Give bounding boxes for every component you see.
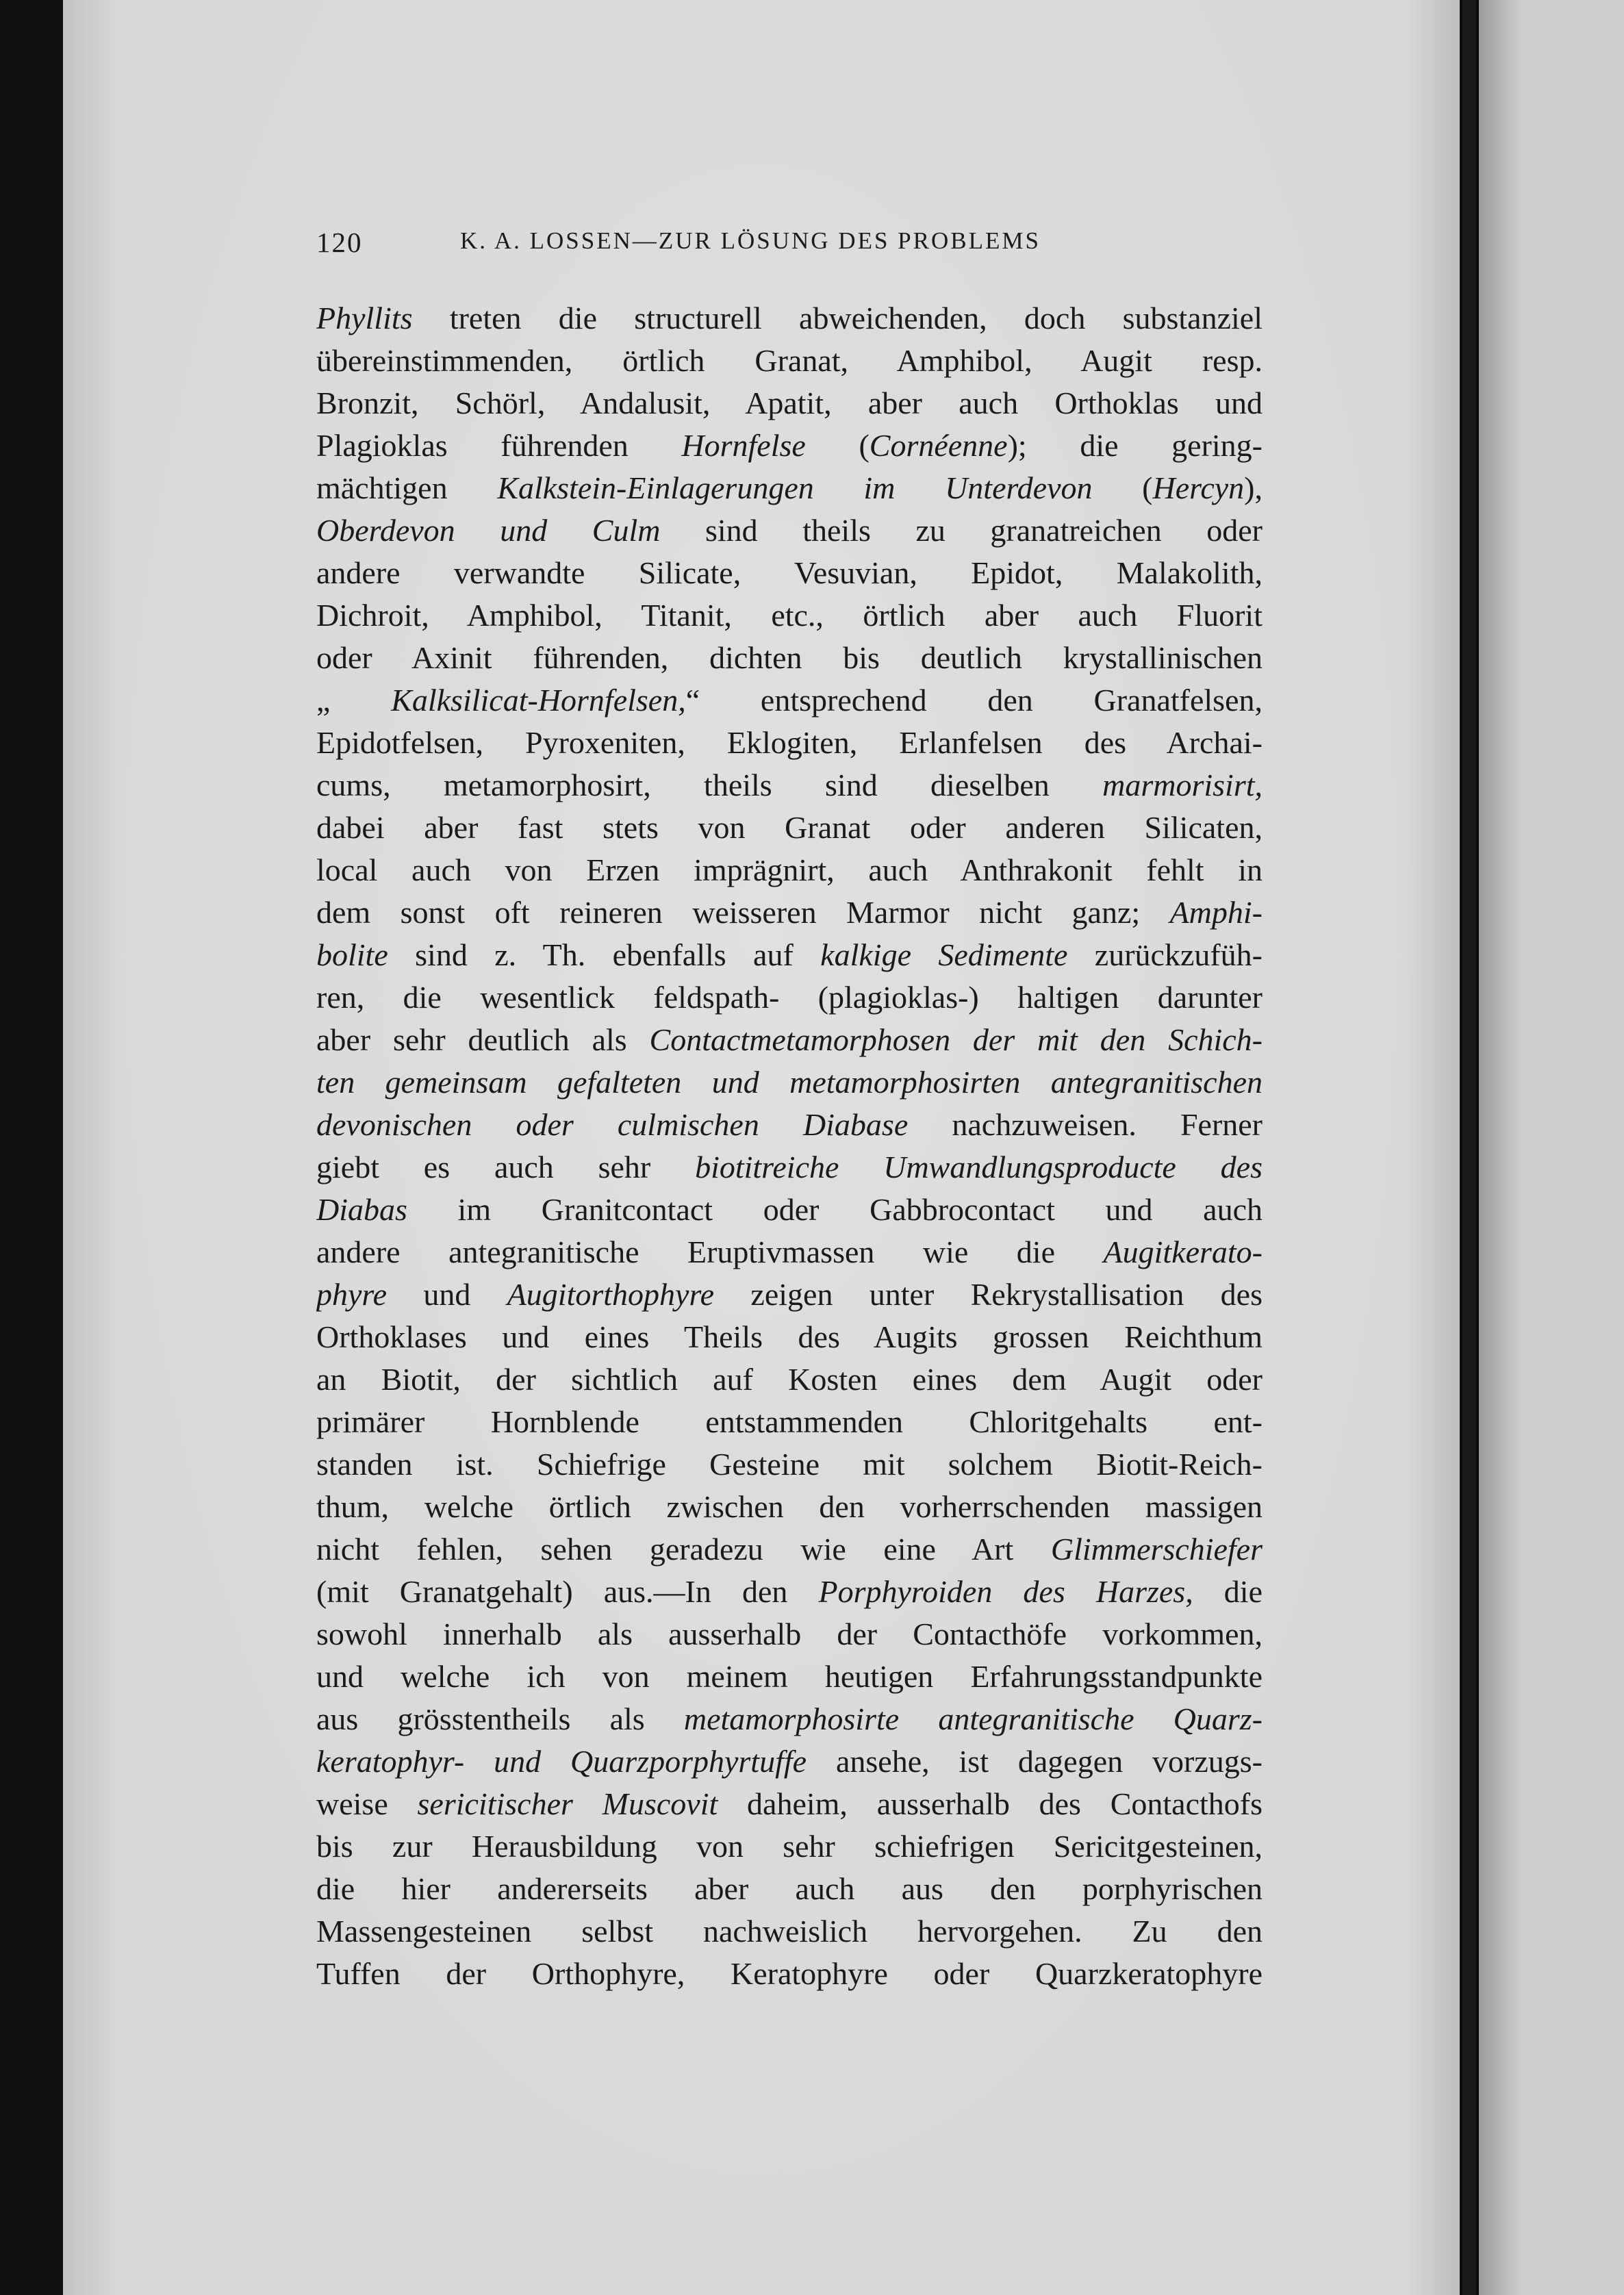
text-run: oder Axinit führenden, dichten bis deutlich krystallinischen: [316, 640, 1263, 675]
italic-term: Contactmetamorphosen der mit den Schich-: [649, 1022, 1263, 1057]
text-run: weise: [316, 1786, 418, 1821]
running-head: [316, 226, 1261, 267]
text-run: treten die structurell abweichenden, doch substanziel: [412, 301, 1263, 335]
italic-term: Diabas: [316, 1192, 407, 1227]
body-text: [316, 297, 1263, 1995]
text-line: [316, 1656, 1263, 1698]
text-line: [316, 1698, 1263, 1740]
text-line: [316, 1231, 1263, 1273]
italic-term: devonischen oder culmischen Diabase: [316, 1107, 909, 1142]
italic-term: Kalksilicat-Hornfelsen,: [391, 683, 686, 718]
text-line: [316, 1910, 1263, 1953]
text-line: [316, 1019, 1263, 1061]
text-run: ),: [1244, 470, 1263, 505]
text-run: andere antegranitische Eruptivmassen wie die: [316, 1234, 1104, 1269]
text-line: [316, 764, 1263, 807]
text-run: zeigen unter Rekrystallisation des: [714, 1277, 1263, 1312]
text-line: [316, 1358, 1263, 1401]
italic-term: bolite: [316, 937, 388, 972]
italic-term: ten gemeinsam gefalteten und metamorphosirten antegranitischen: [316, 1065, 1263, 1100]
text-run: bis zur Herausbildung von sehr schiefrigen Sericitgesteinen,: [316, 1829, 1263, 1864]
text-run: daheim, ausserhalb des Contacthofs: [718, 1786, 1263, 1821]
italic-term: keratophyr- und Quarzporphyrtuffe: [316, 1744, 807, 1779]
text-run: Massengesteinen selbst nachweislich hervorgehen. Zu den: [316, 1914, 1263, 1949]
italic-term: Porphyroiden des Harzes,: [818, 1574, 1193, 1609]
text-line: [316, 1613, 1263, 1656]
italic-term: Oberdevon und Culm: [316, 513, 661, 548]
text-run: im Granitcontact oder Gabbrocontact und auch: [407, 1192, 1263, 1227]
italic-term: Phyllits: [316, 301, 413, 335]
text-run: nicht fehlen, sehen geradezu wie eine Art: [316, 1532, 1051, 1567]
text-line: [316, 891, 1263, 934]
text-run: aus grösstentheils als: [316, 1701, 684, 1736]
text-line: [316, 382, 1263, 424]
text-run: ren, die wesentlick feldspath- (plagioklas-) haltigen darunter: [316, 980, 1263, 1015]
text-run: übereinstimmenden, örtlich Granat, Amphibol, Augit resp.: [316, 343, 1263, 378]
text-line: [316, 1061, 1263, 1104]
text-run: ansehe, ist dagegen vorzugs-: [807, 1744, 1263, 1779]
italic-term: Augitkerato-: [1103, 1234, 1263, 1269]
page-gutter-shadow: [1462, 0, 1476, 2295]
text-run: aber sehr deutlich als: [316, 1022, 650, 1057]
text-line: [316, 1146, 1263, 1189]
left-margin-edge: [0, 0, 63, 2295]
text-run: dabei aber fast stets von Granat oder anderen Silicaten,: [316, 810, 1263, 845]
text-run: und: [387, 1277, 507, 1312]
text-run: (: [1092, 470, 1153, 505]
text-line: [316, 1571, 1263, 1613]
italic-term: Hercyn: [1152, 470, 1245, 505]
text-run: cums, metamorphosirt, theils sind dieselben: [316, 768, 1103, 802]
text-line: [316, 1401, 1263, 1443]
text-run: die hier andererseits aber auch aus den porphyrischen: [316, 1871, 1263, 1906]
text-run: und welche ich von meinem heutigen Erfahrungsstandpunkte: [316, 1659, 1263, 1694]
italic-term: Amphi-: [1169, 895, 1263, 930]
text-run: an Biotit, der sichtlich auf Kosten eines dem Augit oder: [316, 1362, 1263, 1397]
text-run: Dichroit, Amphibol, Titanit, etc., örtlich aber auch Fluorit: [316, 598, 1263, 633]
text-run: „: [316, 683, 392, 718]
italic-term: metamorphosirte antegranitische Quarz-: [683, 1701, 1263, 1736]
text-run: andere verwandte Silicate, Vesuvian, Epidot, Malakolith,: [316, 555, 1263, 590]
italic-term: phyre: [316, 1277, 388, 1312]
italic-term: Augitorthophyre: [507, 1277, 715, 1312]
italic-term: Kalkstein-Einlagerungen im Unterdevon: [497, 470, 1093, 505]
running-head-title: K. A. LOSSEN—ZUR LÖSUNG DES PROBLEMS: [460, 227, 1041, 254]
text-run: Tuffen der Orthophyre, Keratophyre oder Quarzkeratophyre: [316, 1956, 1263, 1991]
text-run: (: [805, 428, 870, 463]
text-line: [316, 467, 1263, 509]
text-line: [316, 934, 1263, 976]
text-line: [316, 1189, 1263, 1231]
text-run: sind theils zu granatreichen oder: [660, 513, 1263, 548]
italic-term: marmorisirt,: [1102, 768, 1263, 802]
text-run: zurückzufüh-: [1067, 937, 1263, 972]
text-line: [316, 509, 1263, 552]
text-line: [316, 807, 1263, 849]
text-line: [316, 1443, 1263, 1486]
text-line: [316, 1316, 1263, 1358]
text-run: Plagioklas führenden: [316, 428, 682, 463]
text-run: thum, welche örtlich zwischen den vorherrschenden massigen: [316, 1489, 1263, 1524]
text-line: [316, 1825, 1263, 1868]
text-line: [316, 1273, 1263, 1316]
text-run: sowohl innerhalb als ausserhalb der Contacthöfe vorkommen,: [316, 1616, 1263, 1651]
adjacent-page-edge: [1479, 0, 1624, 2295]
text-line: [316, 1104, 1263, 1146]
text-line: [316, 637, 1263, 679]
text-run: (mit Granatgehalt) aus.—In den: [316, 1574, 819, 1609]
text-line: [316, 1528, 1263, 1571]
text-line: [316, 340, 1263, 382]
text-line: [316, 1953, 1263, 1995]
text-run: Orthoklases und eines Theils des Augits grossen Reichthum: [316, 1319, 1263, 1354]
text-line: [316, 1868, 1263, 1910]
text-run: standen ist. Schiefrige Gesteine mit solchem Biotit-Reich-: [316, 1447, 1263, 1482]
text-run: mächtigen: [316, 470, 498, 505]
italic-term: Hornfelse: [681, 428, 806, 463]
italic-term: Glimmerschiefer: [1050, 1532, 1263, 1567]
text-run: Bronzit, Schörl, Andalusit, Apatit, aber auch Orthoklas und: [316, 385, 1263, 420]
text-run: sind z. Th. ebenfalls auf: [388, 937, 821, 972]
italic-term: kalkige Sedimente: [820, 937, 1068, 972]
text-run: “ entsprechend den Granatfelsen,: [685, 683, 1263, 718]
text-line: [316, 679, 1263, 722]
text-line: [316, 1740, 1263, 1783]
text-line: [316, 849, 1263, 891]
text-run: ); die gering-: [1007, 428, 1263, 463]
text-line: [316, 1486, 1263, 1528]
text-run: giebt es auch sehr: [316, 1150, 696, 1184]
text-line: [316, 1783, 1263, 1825]
text-line: [316, 976, 1263, 1019]
text-run: local auch von Erzen imprägnirt, auch Anthrakonit fehlt in: [316, 852, 1263, 887]
text-line: [316, 552, 1263, 594]
text-run: dem sonst oft reineren weisseren Marmor nicht ganz;: [316, 895, 1170, 930]
text-line: [316, 297, 1263, 340]
italic-term: Cornéenne: [869, 428, 1008, 463]
text-line: [316, 424, 1263, 467]
text-run: die: [1193, 1574, 1263, 1609]
italic-term: sericitischer Muscovit: [417, 1786, 718, 1821]
text-line: [316, 722, 1263, 764]
text-run: nachzuweisen. Ferner: [908, 1107, 1263, 1142]
page-number: 120: [316, 227, 363, 258]
text-line: [316, 594, 1263, 637]
text-run: primärer Hornblende entstammenden Chloritgehalts ent-: [316, 1404, 1263, 1439]
text-run: Epidotfelsen, Pyroxeniten, Eklogiten, Erlanfelsen des Archai-: [316, 725, 1263, 760]
italic-term: biotitreiche Umwandlungsproducte des: [695, 1150, 1263, 1184]
